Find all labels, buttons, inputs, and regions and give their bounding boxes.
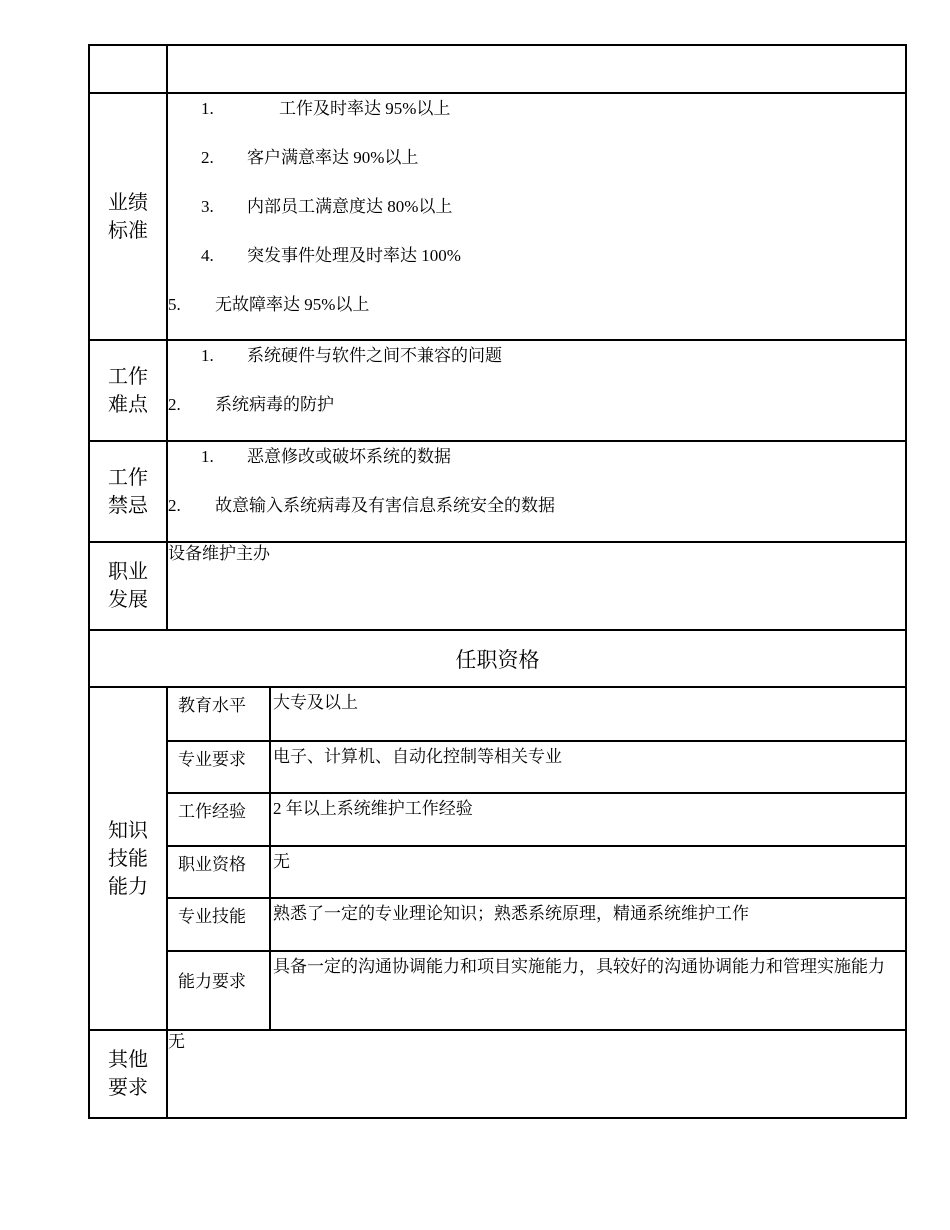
difficulties-row: [89, 340, 906, 441]
skills-value: 大专及以上: [270, 688, 905, 741]
other-content: 无: [167, 1030, 906, 1118]
skills-table: [168, 688, 905, 1029]
empty-label-cell: [89, 45, 167, 93]
performance-content: [167, 93, 906, 340]
skills-label: 知识 技能 能力: [89, 687, 167, 1030]
job-description-table: [88, 44, 907, 1119]
list-item: 1. 工作及时率达 95%以上: [201, 99, 451, 118]
career-content: 设备维护主办: [167, 542, 906, 630]
table-row: [168, 793, 905, 846]
table-row: [168, 951, 905, 1029]
skills-row: [89, 687, 906, 1030]
performance-row: [89, 93, 906, 340]
list-item: 1. 恶意修改或破坏系统的数据: [201, 447, 451, 466]
table-row: [168, 741, 905, 793]
difficulties-content: [167, 340, 906, 441]
other-row: [89, 1030, 906, 1118]
skills-key: 工作经验: [168, 793, 270, 846]
career-label: 职业 发展: [89, 542, 167, 630]
skills-value: 具备一定的沟通协调能力和项目实施能力，具较好的沟通协调能力和管理实施能力: [273, 957, 885, 976]
skills-value: 2 年以上系统维护工作经验: [270, 793, 905, 846]
taboos-row: [89, 441, 906, 542]
empty-content-cell: [167, 45, 906, 93]
difficulties-label: 工作 难点: [89, 340, 167, 441]
skills-value: 电子、计算机、自动化控制等相关专业: [270, 741, 905, 793]
skills-key: 职业资格: [168, 846, 270, 898]
list-item: 1. 系统硬件与软件之间不兼容的问题: [201, 346, 502, 365]
table-row: [168, 898, 905, 951]
skills-key: 专业要求: [168, 741, 270, 793]
list-item: 5. 无故障率达 95%以上: [168, 295, 370, 314]
list-item: 3. 内部员工满意度达 80%以上: [201, 197, 453, 216]
table-row: [168, 846, 905, 898]
skills-key: 能力要求: [168, 951, 270, 1029]
list-item: 2. 系统病毒的防护: [168, 395, 334, 414]
skills-key: 专业技能: [168, 898, 270, 951]
other-label: 其他 要求: [89, 1030, 167, 1118]
table-row: [168, 688, 905, 741]
list-item: 2. 故意输入系统病毒及有害信息系统安全的数据: [168, 496, 555, 515]
performance-label: 业绩 标准: [89, 93, 167, 340]
skills-key: 教育水平: [168, 688, 270, 741]
list-item: 4. 突发事件处理及时率达 100%: [201, 246, 461, 265]
taboos-content: [167, 441, 906, 542]
qualification-title: 任职资格: [89, 630, 906, 687]
skills-value: 熟悉了一定的专业理论知识；熟悉系统原理，精通系统维护工作: [270, 898, 905, 951]
taboos-label: 工作 禁忌: [89, 441, 167, 542]
career-row: [89, 542, 906, 630]
skills-value: 无: [270, 846, 905, 898]
empty-header-row: [89, 45, 906, 93]
qualification-header-row: [89, 630, 906, 687]
skills-content: [167, 687, 906, 1030]
list-item: 2. 客户满意率达 90%以上: [201, 148, 419, 167]
